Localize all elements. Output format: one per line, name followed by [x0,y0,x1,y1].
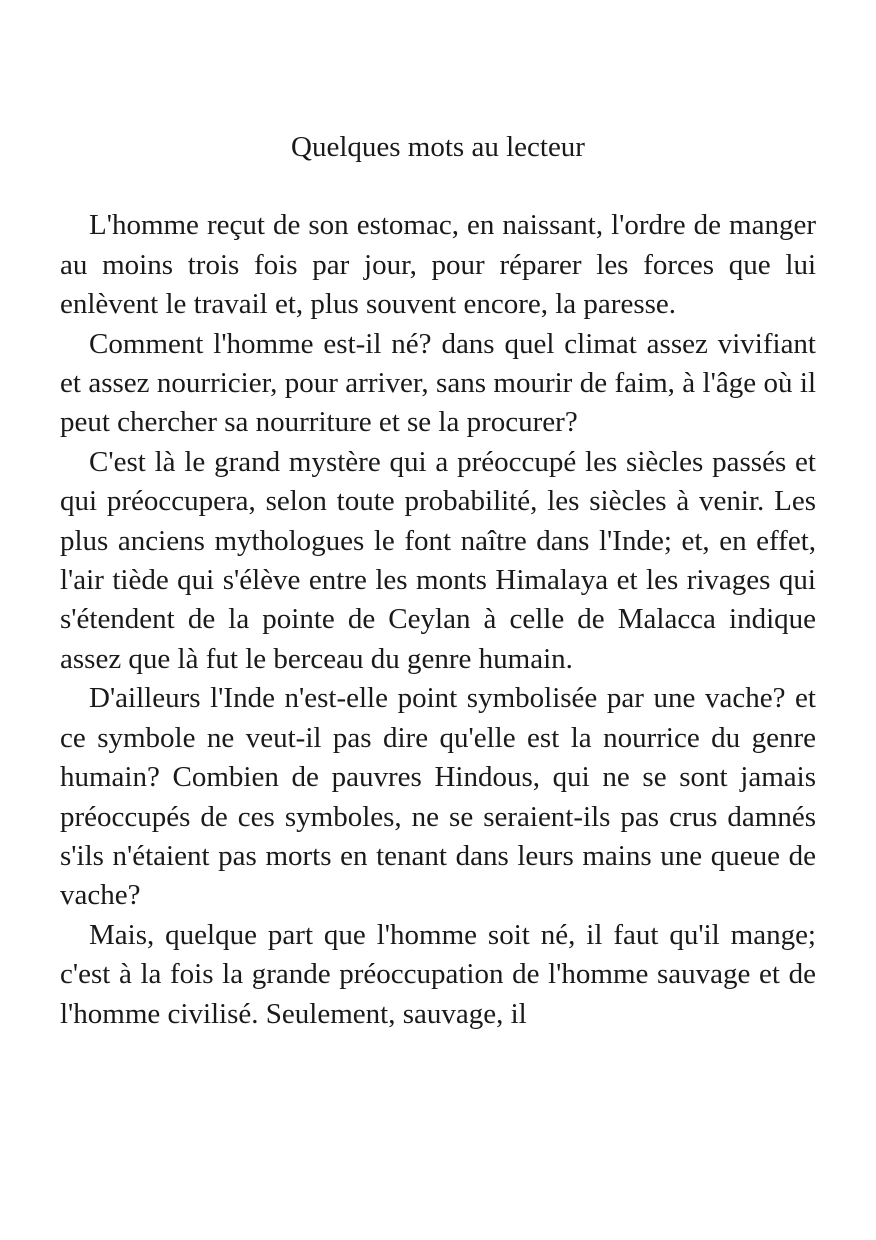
paragraph-1: L'homme reçut de son estomac, en naissant, l'ordre de manger au moins trois fois par jour, pour réparer les forces que lui enlèvent le travail et, plus souvent encore, la paresse. [60,209,816,321]
paragraph-3: C'est là le grand mystère qui a préoccupé les siècles passés et qui préoccupera, selon toute probabilité, les siècles à venir. Les plus anciens mythologues le font naître dans l'Inde; et, en effet, l'air tiède qui s'élève entre les monts Himalaya et les rivages qui s'étendent de la pointe de Ceylan à celle de Malacca indique assez que là fut le berceau du genre humain. [60,445,816,675]
paragraph-4: D'ailleurs l'Inde n'est-elle point symbolisée par une vache? et ce symbole ne veut-il pas dire qu'elle est la nourrice du genre humain? Combien de pauvres Hindous, qui ne se sont jamais préoccupés de ces symboles, ne se seraient-ils pas crus damnés s'ils n'étaient pas morts en tenant dans leurs mains une queue de vache? [60,682,816,912]
page-title: Quelques mots au lecteur [291,131,585,163]
paragraph-5: Mais, quelque part que l'homme soit né, il faut qu'il mange; c'est à la fois la grande préoccupation de l'homme sauvage et de l'homme civilisé. Seulement, sauvage, il [60,918,816,1030]
document-page [60,128,816,1034]
paragraph-2: Comment l'homme est-il né? dans quel climat assez vivifiant et assez nourricier, pour arriver, sans mourir de faim, à l'âge où il peut chercher sa nourriture et se la procurer? [60,327,816,439]
